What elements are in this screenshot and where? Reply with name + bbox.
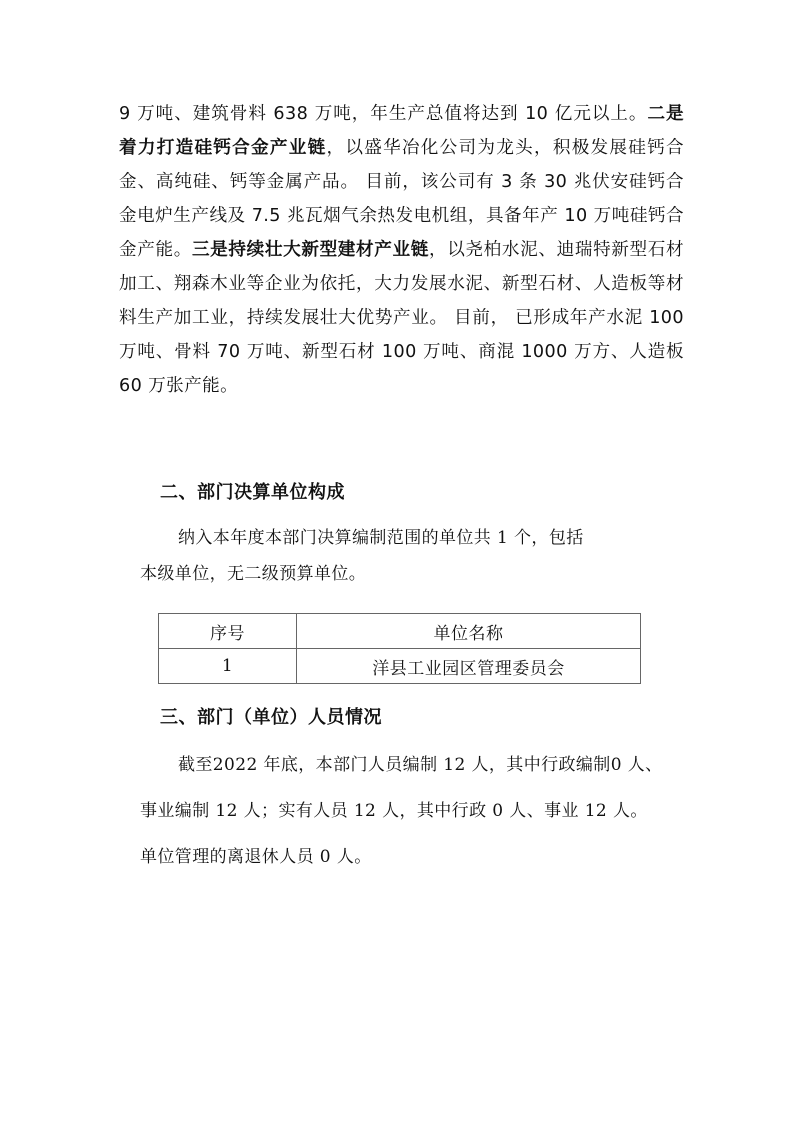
paragraph-text-building-materials: ，以尧柏水泥、迪瑞特新型石材加工、翔森木业等企业为依托，大力发展水泥、新型石材、人造板等材料生产加工业，持续发展壮大优势产业。 目前， 已形成年产水泥 100 万吨、骨料 70 万吨、新型石材 100 万吨、商混 1000 万方、人造板 60 万张产能。	[119, 240, 684, 396]
table-header-row	[159, 614, 641, 649]
paragraph-text-intro: 9 万吨、建筑骨料 638 万吨，年生产总值将达到 10 亿元以上。	[119, 104, 648, 124]
bold-phrase-silicon-calcium: 二是着力打造硅钙合金产业链	[119, 104, 684, 158]
units-table	[158, 613, 641, 684]
staff-paragraph-line-3: 单位管理的离退休人员 0 人。	[140, 847, 372, 867]
units-paragraph	[140, 520, 584, 592]
table-header-unit-name: 单位名称	[297, 614, 641, 649]
table-cell-unit-name: 洋县工业园区管理委员会	[297, 649, 641, 684]
bold-phrase-building-materials: 三是持续壮大新型建材产业链	[191, 240, 429, 260]
paragraph-text-silicon-calcium: ，以盛华冶化公司为龙头，积极发展硅钙合金、高纯硅、钙等金属产品。 目前，该公司有 3 条 30 兆伏安硅钙合金电炉生产线及 7.5 兆瓦烟气余热发电机组，具备年产 10 万吨硅钙合金产能。	[119, 138, 684, 260]
section-heading-staff: 三、部门（单位）人员情况	[160, 707, 382, 728]
units-paragraph-line-2: 本级单位，无二级预算单位。	[140, 564, 367, 584]
industry-paragraph	[119, 97, 684, 403]
staff-paragraph-line-1: 截至2022 年底，本部门人员编制 12 人，其中行政编制0 人、	[178, 755, 663, 775]
table-header-number: 序号	[159, 614, 297, 649]
section-heading-units: 二、部门决算单位构成	[160, 482, 345, 503]
units-paragraph-line-1: 纳入本年度本部门决算编制范围的单位共 1 个，包括	[178, 528, 584, 548]
staff-paragraph	[140, 742, 663, 880]
table-cell-number: 1	[159, 649, 297, 684]
table-row	[159, 649, 641, 684]
staff-paragraph-line-2: 事业编制 12 人；实有人员 12 人，其中行政 0 人、事业 12 人。	[140, 801, 648, 821]
